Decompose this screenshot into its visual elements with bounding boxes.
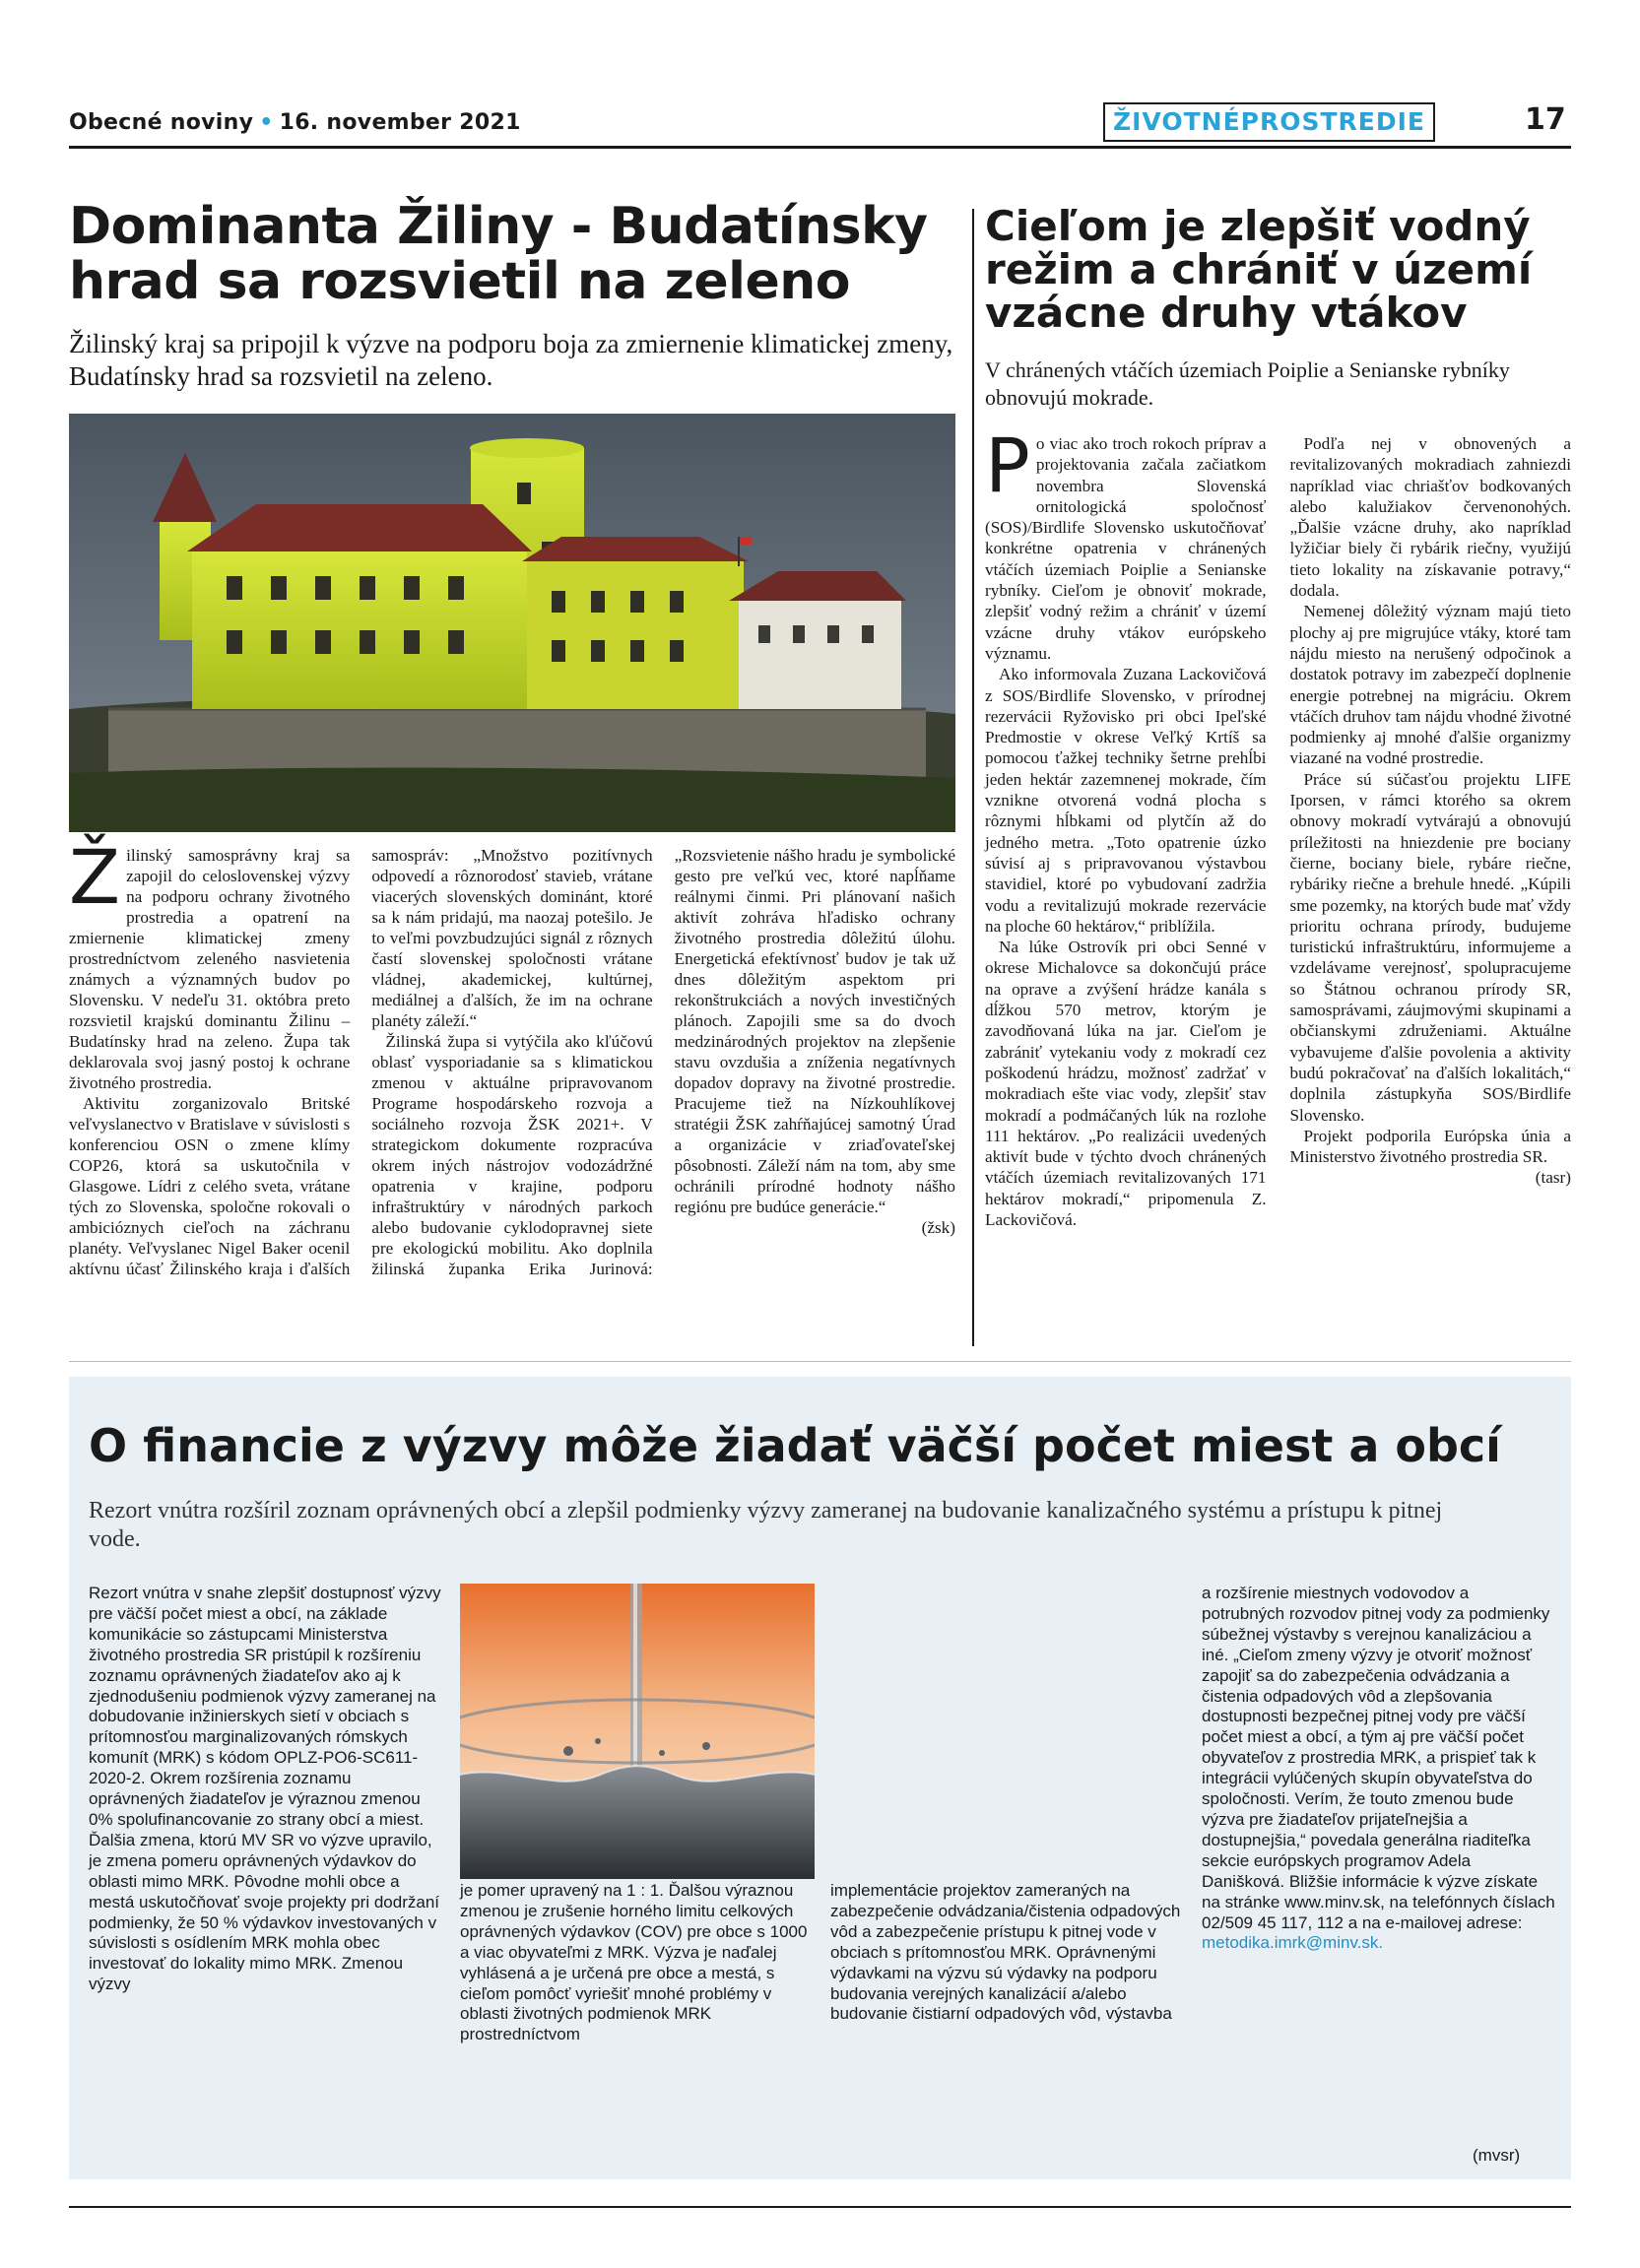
castle-photo	[69, 414, 955, 832]
article3-column-1: Rezort vnútra v snahe zlepšiť dostupnosť výzvy pre väčší počet miest a obcí, na základe komunikácie so zástupcami Ministerstva životného prostredia SR pristúpil k rozšíreniu zoznamu oprávnených žiadateľov ako aj k zjednodušeniu podmienok výzvy zameranej na dobudovanie inžinierskych sietí v obciach s prítomnosťou marginalizovaných rómskych komunít (MRK) s kódom OPLZ-PO6-SC611-2020-2. Okrem rozšírenia zoznamu oprávnených žiadateľov je výraznou zmenou 0% spolufinancovanie zo strany obcí a miest. Ďalšia zmena, ktorú MV SR vo výzve upravilo, je zmena pomeru oprávnených výdavkov do oblasti mimo MRK. Pôvodne mohli obce a mestá uskutočňovať svoje projekty pri dodržaní podmienky, že 50 % výdavkov investovaných v súvislosti s osídlením MRK mohla obec investovať do lokality mimo MRK. Zmenou výzvy	[89, 1584, 441, 1994]
article2-dropcap: P	[985, 421, 1030, 509]
article3-signature: (mvsr)	[1473, 2146, 1521, 2165]
water-glass-photo	[460, 1584, 815, 1879]
water-glass-illustration	[460, 1584, 815, 1879]
article3-column-3: implementácie projektov zameraných na zabezpečenie odvádzania/čistenia odpadových vôd a zabezpečenie prístupu k pitnej vode v obciach s prítomnosťou MRK. Oprávnenými výdavkami na výzvu sú výdavky na podporu budovania verejných kanalizácií a/alebo budovanie čistiarní odpadových vôd, výstavba	[830, 1881, 1181, 2024]
issue-date: 16. november 2021	[279, 110, 521, 135]
publication-name: Obecné noviny	[69, 110, 254, 135]
castle-illustration	[69, 414, 955, 832]
article2-paragraph: Podľa nej v obnovených a revitalizovaných mokradiach zahniezdi napríklad viac chriašťov bodkovaných alebo kalužiakov červenonohých. „Ďalšie vzácne druhy, ako napríklad lyžičiar biely či rybárik riečny, využijú tieto lokality na získavanie potravy,“ dodala.	[1289, 434, 1571, 601]
article2-body	[985, 421, 1571, 1349]
article3-column-4-text: a rozšírenie miestnych vodovodov a potrubných rozvodov pitnej vody za podmienky súbežnej výstavby s verejnou kanalizáciou a iné. „Cieľom zmeny výzvy je otvoriť možnosť zapojiť sa do zabezpečenia odvádzania a čistenia odpadových vôd a zlepšovania dostupnosti bezpečnej pitnej vody pre väčší počet miest a obcí, a tým aj pre väčší počet obyvateľov z prostredia MRK, a prispieť tak k integrácii vylúčených skupín obyvateľstva do spoločnosti. Verím, že touto zmenou bude výzva pre žiadateľov prijateľnejšia a dostupnejšia,“ povedala generálna riaditeľka sekcie európskych programov Adela Danišková. Bližšie informácie k výzve získate na stránke www.minv.sk, na telefónnych číslach 02/509 45 117, 112 a na e-mailovej adrese:	[1202, 1584, 1555, 1932]
article2-lead: V chránených vtáčích územiach Poiplie a Senianske rybníky obnovujú mokrade.	[985, 357, 1510, 410]
article2-paragraph: Na lúke Ostrovík pri obci Senné v okrese Michalovce sa dokončujú práce na oprave a zvýšení hrádze kanála s dĺžkou 570 metrov, ktorým je zavodňovaná lúka na jar. Cieľom je zabrániť vytekaniu vody z mokradí cez poškodenú hrádzu, možnosť zadržať v mokradiach ešte viac vody, zlepšiť stav mokradí a podmáčaných lúk na rozlohe 111 hektárov. „Po realizácii uvedených aktivít bude v týchto dvoch chránených vtáčích územiach revitalizovaných 171 hektárov mokradí,“ pripomenula Z. Lackovičová.	[985, 938, 1267, 1229]
separator-dot: •	[259, 110, 274, 135]
article2-paragraph: Po viac ako troch rokoch príprav a projektovania začala začiatkom novembra Slovenská ornitologická spoločnosť (SOS)/Birdlife Slovensko uskutočňovať konkrétne opatrenia v chránených vtáčích územiach Poiplie a Senianske rybníky. Cieľom je obnoviť mokrade, zlepšiť vodný režim a chrániť v území vzácne druhy vtákov európskeho významu.	[985, 421, 1267, 663]
article1-dropcap: Ž	[69, 833, 121, 921]
article2-paragraph: Projekt podporila Európska únia a Ministerstvo životného prostredia SR.	[1289, 1126, 1571, 1167]
article3-column-2: je pomer upravený na 1 : 1. Ďalšou výraznou zmenou je zrušenie horného limitu celkových oprávnených výdavkov (COV) pre obce s 1000 a viac obyvateľmi z MRK. Výzva je naďalej vyhlásená a je určená pre obce a mestá, s cieľom pomôcť vyriešiť mnohé problémy v oblasti životných podmienok MRK prostredníctvom	[460, 1881, 808, 2044]
article1-paragraph: Žilinská župa si vytýčila ako kľúčovú oblasť vysporiadanie sa s klimatickou zmenou v aktuálne pripravovanom Programe hospodárskeho rozvoja a sociálneho rozvoja ŽSK 2021+. V strategickom dokumente rozpracúva okrem iných nástrojov vodozádržné opatrenia v krajine, podporu infraštruktúry v národných parkoch alebo budovanie cyklodopravnej siete pre ekologickú mobilitu. Ako doplnila žilinská županka Erika Jurinová: „Rozsvietenie nášho hradu je symbolické gesto pre veľkú vec, ktoré napĺňame reálnymi činmi. Pri plánovaní našich aktivít zohráva hľadisko ochrany životného prostredia dôležitú úlohu. Energetická efektívnosť budov je tak už dnes dôležitým aspektom pri rekonštrukciách a nových investičných plánoch. Zapojili sme sa do dvoch medzinárodných projektov na zlepšenie stavu ovzdušia a zníženia negatívnych dopadov dopravy na životné prostredie. Pracujeme tiež na Nízkouhlíkovej stratégii ŽSK zahŕňajúcej samotný Úrad a organizácie v zriaďovateľskej pôsobnosti. Záleží nám na tom, aby sme ochránili prírodné hodnoty nášho regiónu pre budúce generácie.“	[371, 846, 955, 1278]
page-number: 17	[1525, 102, 1566, 137]
column-divider	[972, 209, 974, 1346]
article1-title: Dominanta Žiliny - Budatínsky hrad sa rozsvietil na zeleno	[69, 197, 928, 311]
article1-paragraph: Aktivitu zorganizovalo Britské veľvyslanectvo v Bratislave v súvislosti s konferenciou OSN o zmene klímy COP26, ktorá sa uskutočnila v Glasgowe. Lídri z celého sveta, vrátane tých zo Slovenska, spoločne rokovali o ambicióznych cieľoch na záchranu planéty. Veľvyslanec Nigel Baker ocenil aktívnu účasť Žilinského kraja i ďalších samospráv: „Množstvo pozitívnych odpovedí a rôznorodosť stavieb, vrátane viacerých slovenských dominánt, ktoré sa k nám pridajú, ma naozaj potešilo. Je to veľmi povzbudzujúci signál z rôznych častí slovenskej spoločnosti vrátane vládnej, akademickej, kultúrnej, mediálnej a ďalších, že im na ochrane planéty záleží.“	[69, 846, 653, 1278]
article2-paragraph: Práce sú súčasťou projektu LIFE Iporsen, v rámci ktorého sa okrem obnovy mokradí vytvárajú a obnovujú príležitosti na hniezdenie pre bociany čierne, bociany biele, rybáre riečne, rybáriky riečne a brehule hnedé. „Kúpili sme pozemky, na ktorých bude mať vždy prioritu ochrana prírody, budujeme turistickú infraštruktúru, informujeme a vzdelávame verejnosť, spolupracujeme so Štátnou ochranou prírody SR, samosprávami, záujmovými skupinami a občianskymi združeniami. Aktuálne vybavujeme ďalšie povolenia a aktivity budú pokračovať na ďalších lokalitách,“ doplnila zástupkyňa SOS/Birdlife Slovensko.	[1289, 769, 1571, 1125]
article2-signature: (tasr)	[1535, 1168, 1571, 1188]
article1-lead: Žilinský kraj sa pripojil k výzve na podporu boja za zmiernenie klimatickej zmeny, Budatínsky hrad sa rozsvietil na zeleno.	[69, 329, 953, 391]
footer-rule	[69, 2206, 1571, 2208]
article1-body	[69, 833, 955, 1347]
masthead	[69, 110, 521, 135]
article3-lead: Rezort vnútra rozšíril zoznam oprávnených obcí a zlepšil podmienky výzvy zameranej na budovanie kanalizačného systému a prístupu k pitnej vode.	[89, 1498, 1443, 1552]
article3-column-4	[1202, 1584, 1556, 2155]
article2-paragraph: Ako informovala Zuzana Lackovičová z SOS/Birdlife Slovensko, v prírodnej rezervácii Ryžovisko pri obci Ipeľské Predmostie v okrese Veľký Krtíš sa pomocou ťažkej techniky šetrne prehĺbi jeden hektár zazemnenej mokrade, čím vznikne otvorená vodná plocha s rôznymi hĺbkami od plytčín až do jedného metra. „Toto opatrenie úzko súvisí aj s pripravovanou výstavbou stavidiel, ktoré po vybudovaní zadržia vodu a revitalizujú mokrade rezervácie na ploche 60 hektárov,“ priblížila.	[985, 665, 1267, 936]
header-rule	[69, 146, 1571, 149]
article1-signature: (žsk)	[921, 1218, 955, 1237]
article1-paragraph: Žilinský samosprávny kraj sa zapojil do celoslovenskej výzvy na podporu ochrany životného prostredia a opatrení na zmiernenie klimatickej zmeny prostredníctvom zeleného nasvietenia známych a významných budov po Slovensku. V nedeľu 31. októbra preto rozsvietil krajskú dominantu Žilinu – Budatínsky hrad na zeleno. Župa tak deklarovala svoj jasný postoj k ochrane životného prostredia.	[69, 833, 351, 1092]
contact-email-link[interactable]: metodika.imrk@minv.sk.	[1202, 1933, 1384, 1953]
article3-title: O financie z výzvy môže žiadať väčší počet miest a obcí	[89, 1419, 1501, 1472]
section-rule	[69, 1361, 1571, 1362]
section-label: ŽIVOTNÉPROSTREDIE	[1103, 102, 1435, 142]
article2-title: Cieľom je zlepšiť vodný režim a chrániť v území vzácne druhy vtákov	[985, 202, 1533, 337]
article2-paragraph: Nemenej dôležitý význam majú tieto plochy aj pre migrujúce vtáky, ktoré tam nájdu miesto na nerušený odpočinok a dostatok potravy im zabezpečí doplnenie energie potrebnej na migráciu. Okrem vtáčích druhov tam nájdu vhodné životné podmienky aj mnohé ďalšie organizmy viazané na vodné prostredie.	[1289, 602, 1571, 768]
